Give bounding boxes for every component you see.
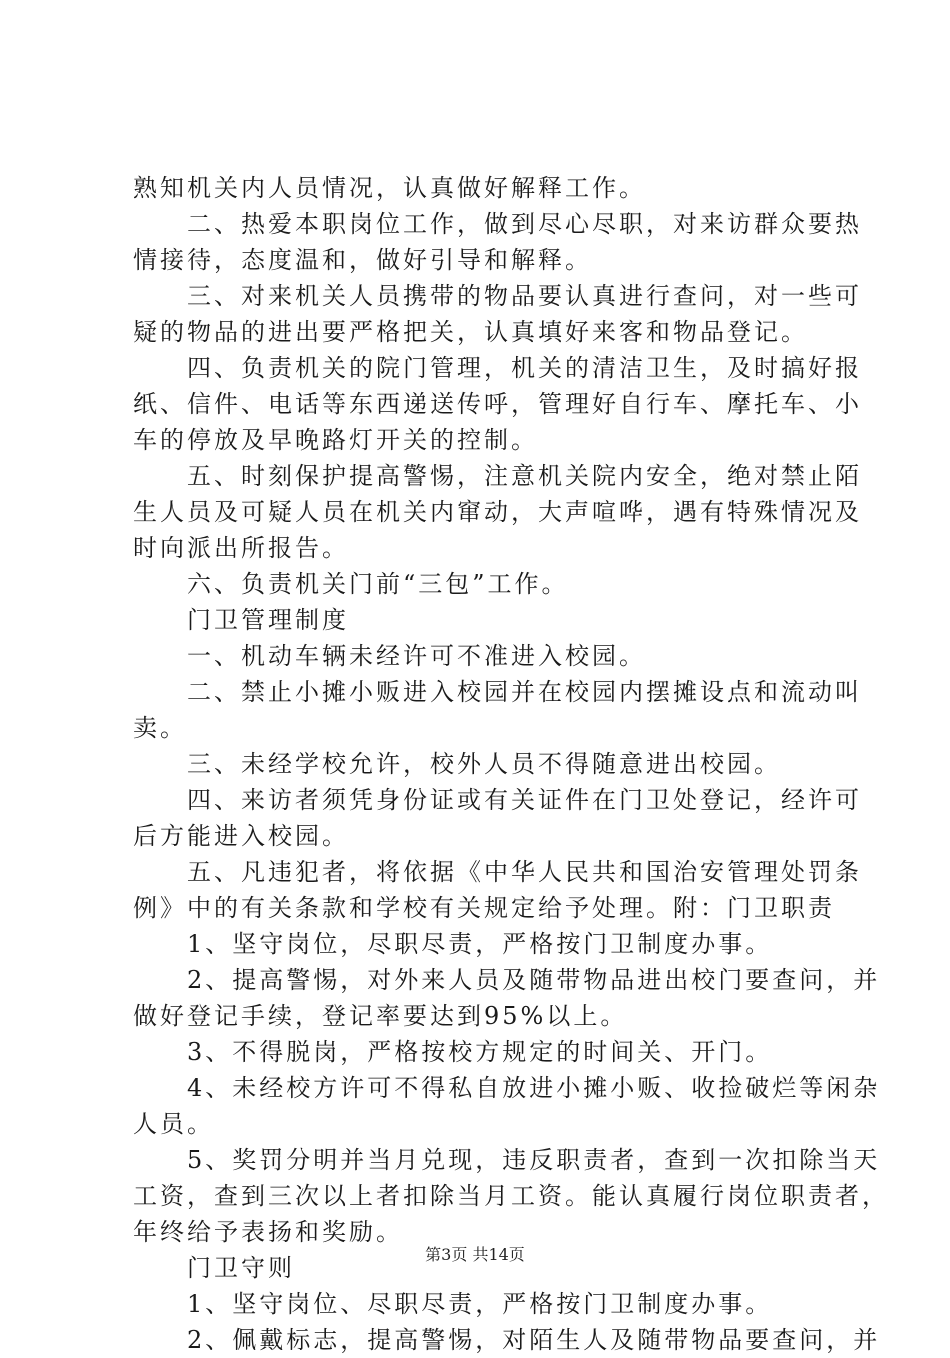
text-line: 卖。 [133,714,187,742]
text-line: 二、热爱本职岗位工作，做到尽心尽职，对来访群众要热 [133,210,862,238]
text-line: 例》中的有关条款和学校有关规定给予处理。附：门卫职责 [133,894,835,922]
text-line: 四、负责机关的院门管理，机关的清洁卫生，及时搞好报 [133,354,862,382]
section-heading: 门卫守则 [133,1254,295,1282]
text-line: 车的停放及早晚路灯开关的控制。 [133,426,538,454]
text-line: 二、禁止小摊小贩进入校园并在校园内摆摊设点和流动叫 [133,678,862,706]
text-line: 一、机动车辆未经许可不准进入校园。 [133,642,646,670]
text-line: 人员。 [133,1110,214,1138]
text-line: 五、凡违犯者，将依据《中华人民共和国治安管理处罚条 [133,858,862,886]
text-line: 五、时刻保护提高警惕，注意机关院内安全，绝对禁止陌 [133,462,862,490]
text-line: 1、坚守岗位，尽职尽责，严格按门卫制度办事。 [133,930,773,958]
text-line: 5、奖罚分明并当月兑现，违反职责者，查到一次扣除当天 [133,1146,881,1174]
text-line: 2、佩戴标志，提高警惕，对陌生人及随带物品要查问，并 [133,1326,881,1354]
text-line: 三、对来机关人员携带的物品要认真进行查问，对一些可 [133,282,862,310]
text-line: 4、未经校方许可不得私自放进小摊小贩、收捡破烂等闲杂 [133,1074,881,1102]
text-line: 情接待，态度温和，做好引导和解释。 [133,246,592,274]
text-line: 年终给予表扬和奖励。 [133,1218,403,1246]
text-line: 做好登记手续，登记率要达到95%以上。 [133,1002,628,1030]
text-line: 熟知机关内人员情况，认真做好解释工作。 [133,174,646,202]
section-heading: 门卫管理制度 [133,606,349,634]
text-line: 时向派出所报告。 [133,534,349,562]
text-line: 疑的物品的进出要严格把关，认真填好来客和物品登记。 [133,318,808,346]
text-line: 1、坚守岗位、尽职尽责，严格按门卫制度办事。 [133,1290,773,1318]
text-line: 纸、信件、电话等东西递送传呼，管理好自行车、摩托车、小 [133,390,862,418]
text-line: 后方能进入校园。 [133,822,349,850]
text-line: 2、提高警惕，对外来人员及随带物品进出校门要查问，并 [133,966,881,994]
text-line: 3、不得脱岗，严格按校方规定的时间关、开门。 [133,1038,773,1066]
text-line: 四、来访者须凭身份证或有关证件在门卫处登记，经许可 [133,786,862,814]
text-line: 工资，查到三次以上者扣除当月工资。能认真履行岗位职责者， [133,1182,889,1210]
text-line: 三、未经学校允许，校外人员不得随意进出校园。 [133,750,781,778]
page-number-footer: 第3页 共14页 [425,1245,525,1264]
text-line: 生人员及可疑人员在机关内窜动，大声喧哗，遇有特殊情况及 [133,498,862,526]
text-line: 六、负责机关门前“三包”工作。 [133,570,569,598]
